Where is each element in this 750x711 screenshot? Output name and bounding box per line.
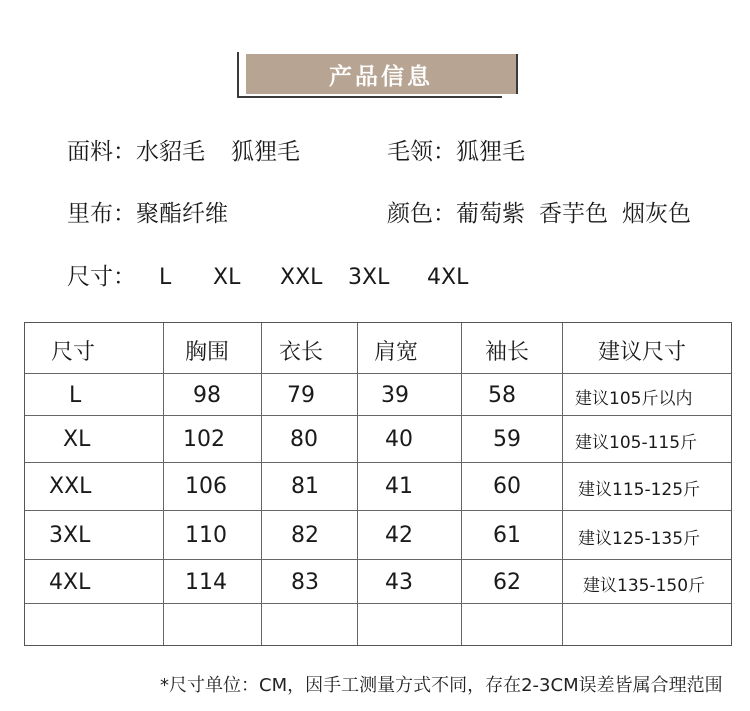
fabric-value-2: 狐狸毛	[231, 139, 300, 165]
row-sleeve: 62	[493, 569, 521, 595]
row-size: XXL	[49, 473, 92, 499]
fabric-value-1: 水貂毛	[136, 139, 205, 165]
color-line	[387, 199, 691, 229]
size-option-3xl: 3XL	[348, 265, 390, 290]
row-chest: 98	[193, 382, 221, 408]
table-divider	[25, 415, 731, 416]
measurement-note: *尺寸单位：CM，因手工测量方式不同，存在2-3CM误差皆属合理范围	[160, 675, 723, 696]
lining-line	[67, 199, 228, 229]
color-value-2: 香芋色	[539, 201, 608, 227]
row-chest: 110	[185, 522, 227, 548]
header-length: 衣长	[279, 339, 324, 365]
row-size: XL	[63, 426, 91, 452]
page-title: 产品信息	[329, 63, 433, 90]
table-divider	[461, 323, 462, 645]
color-label: 颜色：	[387, 201, 456, 227]
collar-label: 毛领：	[387, 139, 456, 165]
row-chest: 102	[183, 426, 225, 452]
size-option-xl: XL	[213, 265, 241, 290]
row-length: 83	[291, 569, 319, 595]
row-chest: 106	[185, 473, 227, 499]
table-divider	[25, 373, 731, 374]
table-divider	[357, 323, 358, 645]
row-sleeve: 58	[488, 382, 516, 408]
row-shoulder: 41	[385, 473, 413, 499]
table-divider	[25, 462, 731, 463]
header-chest: 胸围	[185, 339, 230, 365]
table-divider	[261, 323, 262, 645]
size-option-4xl: 4XL	[427, 265, 469, 290]
row-length: 82	[291, 522, 319, 548]
header-sleeve: 袖长	[485, 339, 530, 365]
table-divider	[25, 510, 731, 511]
table-divider	[25, 559, 731, 560]
lining-label: 里布：	[67, 201, 136, 227]
size-line	[67, 262, 136, 292]
row-length: 79	[287, 382, 315, 408]
row-suggested: 建议105斤以内	[575, 388, 693, 409]
header-size: 尺寸	[51, 339, 96, 365]
row-sleeve: 60	[493, 473, 521, 499]
row-shoulder: 42	[385, 522, 413, 548]
header-suggested: 建议尺寸	[598, 339, 687, 365]
table-divider	[562, 323, 563, 645]
row-shoulder: 39	[381, 382, 409, 408]
size-option-l: L	[159, 265, 172, 290]
row-sleeve: 59	[493, 426, 521, 452]
size-label: 尺寸：	[67, 264, 136, 290]
collar-line	[387, 137, 525, 167]
title-banner	[237, 52, 522, 98]
fabric-line	[67, 137, 300, 167]
color-value-3: 烟灰色	[622, 201, 691, 227]
row-suggested: 建议105-115斤	[575, 432, 698, 453]
row-sleeve: 61	[493, 522, 521, 548]
row-suggested: 建议125-135斤	[578, 528, 701, 549]
row-length: 80	[290, 426, 318, 452]
collar-value: 狐狸毛	[456, 139, 525, 165]
table-divider	[25, 603, 731, 604]
row-shoulder: 40	[385, 426, 413, 452]
row-size: 3XL	[49, 522, 91, 548]
size-option-xxl: XXL	[280, 265, 323, 290]
row-shoulder: 43	[385, 569, 413, 595]
row-length: 81	[291, 473, 319, 499]
size-table	[24, 322, 732, 646]
fabric-label: 面料：	[67, 139, 136, 165]
row-chest: 114	[185, 569, 227, 595]
color-value-1: 葡萄紫	[456, 201, 525, 227]
row-size: L	[69, 382, 82, 408]
row-suggested: 建议135-150斤	[583, 575, 706, 596]
row-suggested: 建议115-125斤	[578, 479, 701, 500]
lining-value: 聚酯纤维	[136, 201, 228, 227]
row-size: 4XL	[49, 569, 91, 595]
header-shoulder: 肩宽	[374, 339, 419, 365]
title-bar	[246, 54, 518, 94]
table-divider	[163, 323, 164, 645]
